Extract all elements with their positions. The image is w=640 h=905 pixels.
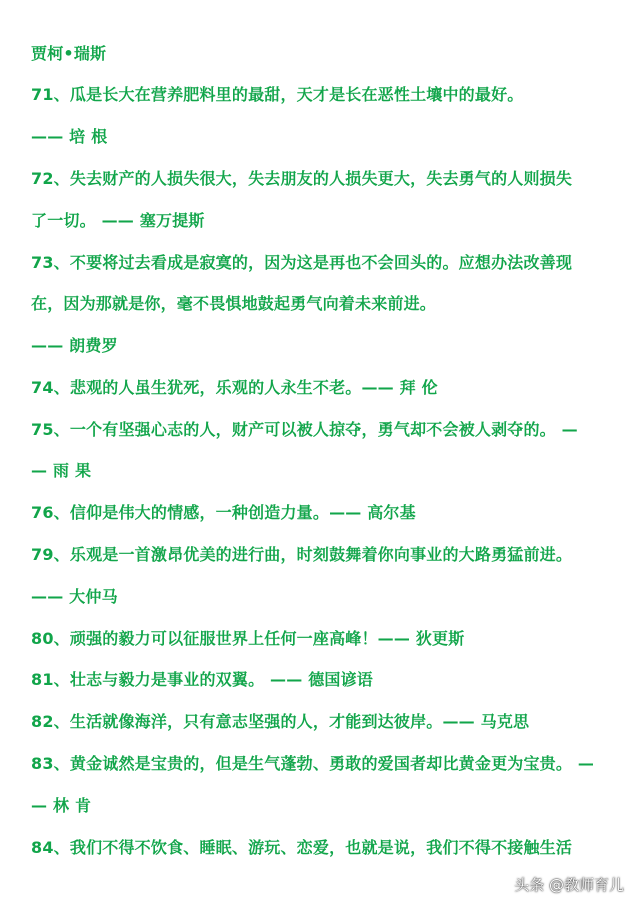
text-line: — 雨 果 — [31, 461, 92, 480]
text-line: 84、我们不得不饮食、睡眠、游玩、恋爱，也就是说，我们不得不接触生活 — [31, 838, 573, 857]
text-line: 75、一个有坚强心志的人，财产可以被人掠夺，勇气却不会被人剥夺的。 — — [31, 420, 578, 439]
text-line: 79、乐观是一首激昂优美的进行曲，时刻鼓舞着你向事业的大路勇猛前进。 — [31, 545, 573, 564]
text-line: —— 培 根 — [31, 127, 108, 146]
text-line: 了一切。 —— 塞万提斯 — [31, 211, 205, 230]
text-line: 71、瓜是长大在营养肥料里的最甜，天才是长在恶性土壤中的最好。 — [31, 85, 524, 104]
text-line: 83、黄金诚然是宝贵的，但是生气蓬勃、勇敢的爱国者却比黄金更为宝贵。 — — [31, 754, 595, 773]
text-line: —— 大仲马 — [31, 587, 118, 606]
text-line: — 林 肯 — [31, 796, 92, 815]
watermark — [514, 874, 624, 895]
text-line: —— 朗费罗 — [31, 336, 118, 355]
text-line: 81、壮志与毅力是事业的双翼。 —— 德国谚语 — [31, 670, 374, 689]
text-line: 在，因为那就是你，毫不畏惧地鼓起勇气向着未来前进。 — [31, 294, 437, 313]
text-line: 76、信仰是伟大的情感，一种创造力量。—— 高尔基 — [31, 503, 416, 522]
watermark-text: 头条 @教师育儿 — [514, 876, 624, 894]
text-line: 贾柯•瑞斯 — [31, 44, 107, 63]
text-line: 73、不要将过去看成是寂寞的，因为这是再也不会回头的。应想办法改善现 — [31, 253, 573, 272]
text-line: 80、顽强的毅力可以征服世界上任何一座高峰！—— 狄更斯 — [31, 629, 465, 648]
text-line: 74、悲观的人虽生犹死，乐观的人永生不老。—— 拜 伦 — [31, 378, 438, 397]
text-line: 82、生活就像海洋，只有意志坚强的人，才能到达彼岸。—— 马克思 — [31, 712, 530, 731]
text-line: 72、失去财产的人损失很大，失去朋友的人损失更大，失去勇气的人则损失 — [31, 169, 573, 188]
